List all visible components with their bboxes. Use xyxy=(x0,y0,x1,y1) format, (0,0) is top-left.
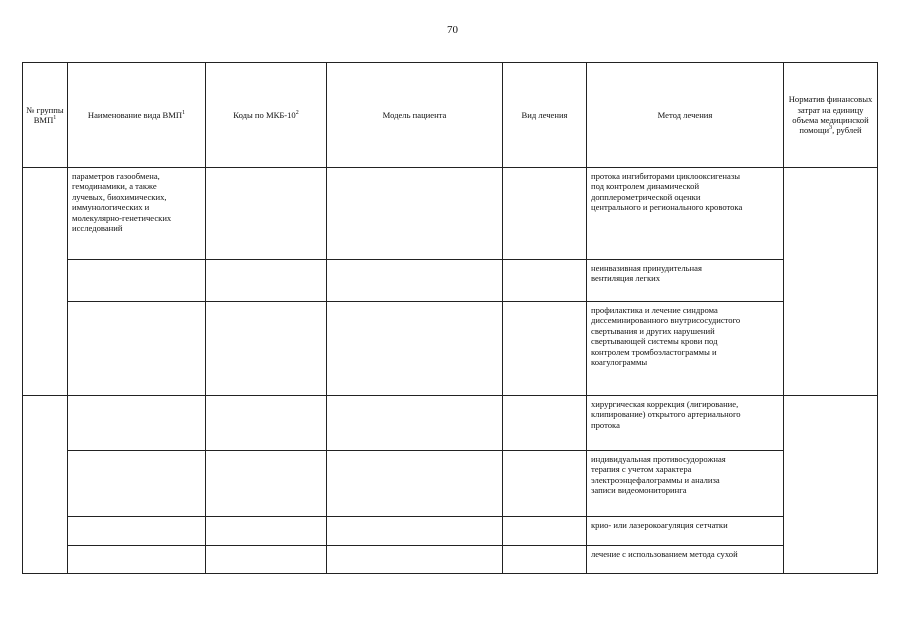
table-row xyxy=(23,396,878,451)
treatment-method-cell: лечение с использованием метода сухой xyxy=(587,546,784,574)
mkb-cell xyxy=(206,546,327,574)
vmp-name-cell xyxy=(68,260,206,302)
patient-model-cell xyxy=(327,168,503,260)
header-mkb-codes: Коды по МКБ-$10^2$ xyxy=(206,63,327,168)
vmp-name-cell xyxy=(68,546,206,574)
header-patient-model: Модель пациента xyxy=(327,63,503,168)
table-row xyxy=(23,302,878,396)
treatment-type-cell xyxy=(503,260,587,302)
vmp-name-cell xyxy=(68,451,206,517)
mkb-cell xyxy=(206,168,327,260)
header-treatment-type: Вид лечения xyxy=(503,63,587,168)
mkb-cell xyxy=(206,396,327,451)
vmp-name-cell xyxy=(68,396,206,451)
cost-norm-cell xyxy=(784,396,878,574)
table-row xyxy=(23,517,878,546)
treatment-type-cell xyxy=(503,517,587,546)
treatment-method-cell: хирургическая коррекция (лигирование, клипирование) открытого артериального протока xyxy=(587,396,784,451)
mkb-cell xyxy=(206,451,327,517)
patient-model-cell xyxy=(327,517,503,546)
vmp-table xyxy=(22,62,878,574)
group-number-cell xyxy=(23,396,68,574)
treatment-method-cell: протока ингибиторами циклооксигеназы под контролем динамической допплерометрической оценки центрального и регионального кровотока xyxy=(587,168,784,260)
patient-model-cell xyxy=(327,302,503,396)
patient-model-cell xyxy=(327,546,503,574)
mkb-cell xyxy=(206,517,327,546)
patient-model-cell xyxy=(327,260,503,302)
header-treatment-method: Метод лечения xyxy=(587,63,784,168)
treatment-type-cell xyxy=(503,396,587,451)
treatment-method-cell: крио- или лазерокоагуляция сетчатки xyxy=(587,517,784,546)
treatment-method-cell: неинвазивная принудительная вентиляция легких xyxy=(587,260,784,302)
header-vmp-name: Наименование вида ВМП$^1$ xyxy=(68,63,206,168)
table-row xyxy=(23,168,878,260)
patient-model-cell xyxy=(327,396,503,451)
treatment-type-cell xyxy=(503,168,587,260)
header-group-number: № группы ВМП$^1$ xyxy=(23,63,68,168)
cost-norm-cell xyxy=(784,168,878,396)
mkb-cell xyxy=(206,302,327,396)
vmp-name-cell xyxy=(68,302,206,396)
patient-model-cell xyxy=(327,451,503,517)
vmp-name-cell: параметров газообмена, гемодинамики, а также лучевых, биохимических, иммунологических и молекулярно-генетических исследований xyxy=(68,168,206,260)
table-header-row xyxy=(23,63,878,168)
page-number: 70 xyxy=(447,24,458,36)
table-row xyxy=(23,260,878,302)
treatment-type-cell xyxy=(503,302,587,396)
table-row xyxy=(23,546,878,574)
treatment-type-cell xyxy=(503,451,587,517)
header-cost-norm: Норматив финансовых затрат на единицу объема медицинской помощи$^3$, рублей xyxy=(784,63,878,168)
group-number-cell xyxy=(23,168,68,396)
treatment-type-cell xyxy=(503,546,587,574)
treatment-method-cell: профилактика и лечение синдрома диссеминированного внутрисосудистого свертывания и других нарушений свертывающей системы крови под контролем тромбоэластограммы и коагулограммы xyxy=(587,302,784,396)
treatment-method-cell: индивидуальная противосудорожная терапия с учетом характера электроэнцефалограммы и анализа записи видеомониторинга xyxy=(587,451,784,517)
mkb-cell xyxy=(206,260,327,302)
table-row xyxy=(23,451,878,517)
vmp-name-cell xyxy=(68,517,206,546)
